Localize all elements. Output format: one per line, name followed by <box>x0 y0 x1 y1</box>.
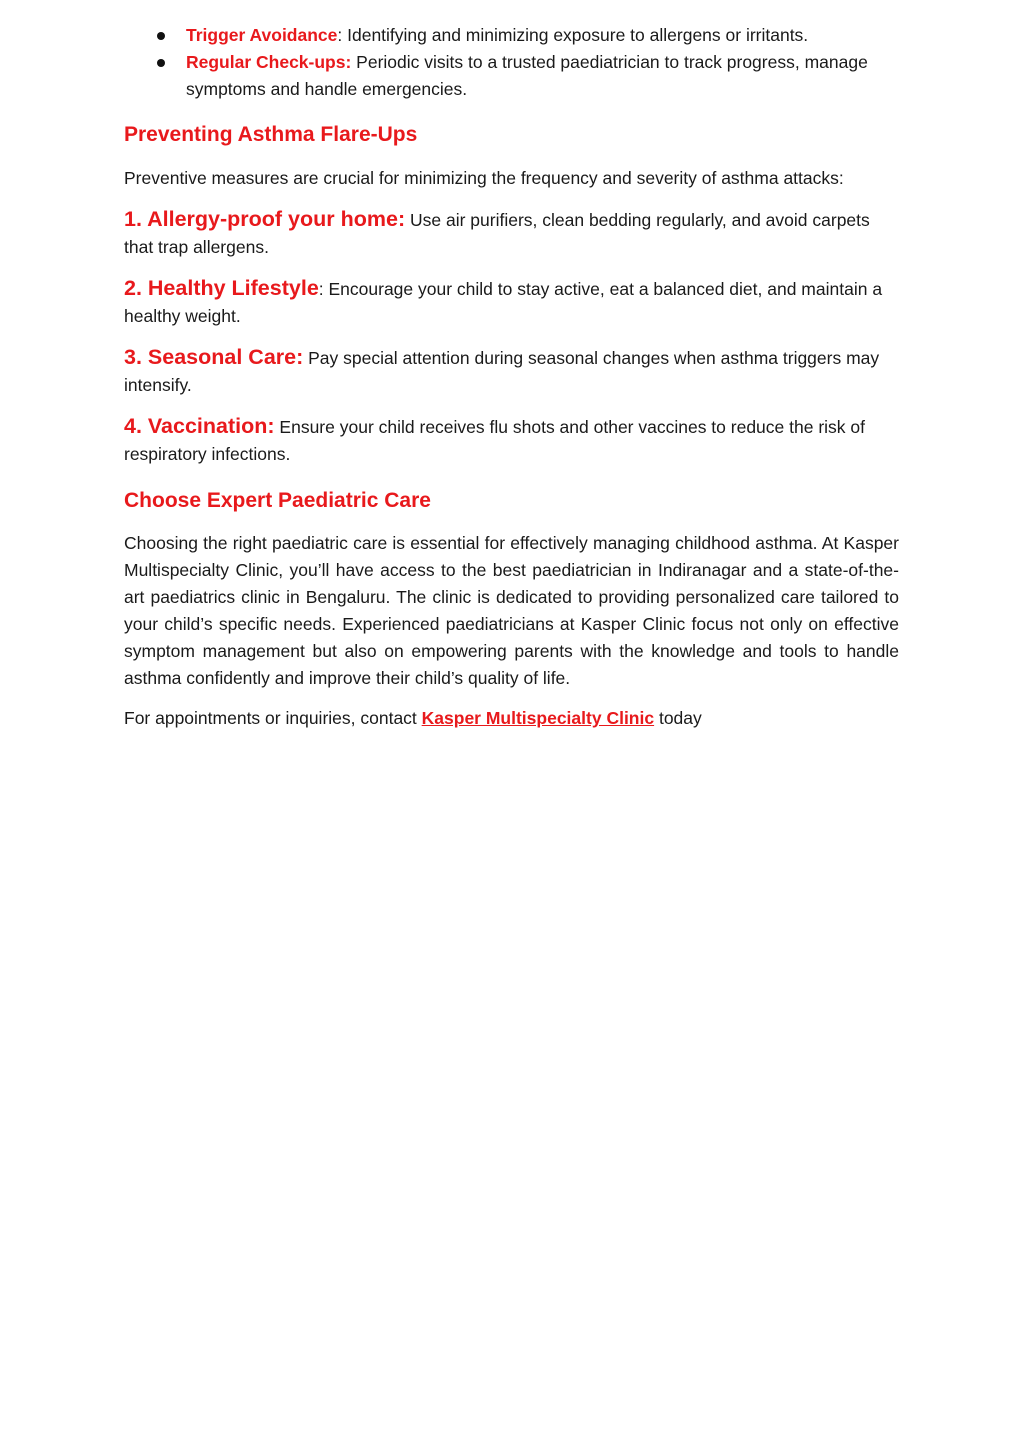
preventive-item <box>124 275 899 330</box>
item-lead: 3. Seasonal Care: <box>124 345 304 369</box>
item-text: : Encourage your child to stay active, eat a balanced diet, and maintain a healthy weight. <box>124 279 883 326</box>
section-heading-preventing: Preventing Asthma Flare-Ups <box>124 123 418 146</box>
list-item <box>124 49 899 103</box>
item-lead: 1. Allergy-proof your home: <box>124 207 406 231</box>
contact-prefix: For appointments or inquiries, contact <box>124 708 422 728</box>
item-text: Ensure your child receives flu shots and other vaccines to reduce the risk of respiratory infections. <box>124 417 865 464</box>
list-item <box>124 22 899 49</box>
bullet-text: Periodic visits to a trusted paediatrician to track progress, manage symptoms and handle emergencies. <box>186 52 868 99</box>
item-lead: 4. Vaccination: <box>124 414 275 438</box>
bullet-icon <box>157 32 165 40</box>
bullet-label: Trigger Avoidance <box>186 25 338 45</box>
bullet-text: : Identifying and minimizing exposure to allergens or irritants. <box>337 25 809 45</box>
contact-line <box>124 705 899 732</box>
item-text: Pay special attention during seasonal changes when asthma triggers may intensify. <box>124 348 880 395</box>
preventive-item <box>124 206 899 261</box>
bullet-list <box>124 22 899 103</box>
bullet-label: Regular Check-ups: <box>186 52 352 72</box>
preventive-item <box>124 413 899 468</box>
choose-body-paragraph: Choosing the right paediatric care is essential for effectively managing childhood asthma. At Kasper Multispecialty Clinic, you’ll have access to the best paediatrician in Indiranagar and a state-of-the-art paediatrics clinic in Bengaluru. The clinic is dedicated to providing personalized care tailored to your child’s specific needs. Experienced paediatricians at Kasper Clinic focus not only on effective symptom management but also on empowering parents with the knowledge and tools to handle asthma confidently and improve their child’s quality of life. <box>124 533 899 688</box>
clinic-link[interactable]: Kasper Multispecialty Clinic <box>421 708 655 728</box>
item-text: Use air purifiers, clean bedding regularly, and avoid carpets that trap allergens. <box>124 210 870 257</box>
item-lead: 2. Healthy Lifestyle <box>124 276 319 300</box>
bullet-icon <box>157 59 165 67</box>
section-heading-choose: Choose Expert Paediatric Care <box>124 489 431 512</box>
page-content <box>124 22 899 732</box>
preventing-intro: Preventive measures are crucial for minimizing the frequency and severity of asthma attacks: <box>124 168 844 188</box>
preventive-item <box>124 344 899 399</box>
contact-suffix: today <box>654 708 702 728</box>
